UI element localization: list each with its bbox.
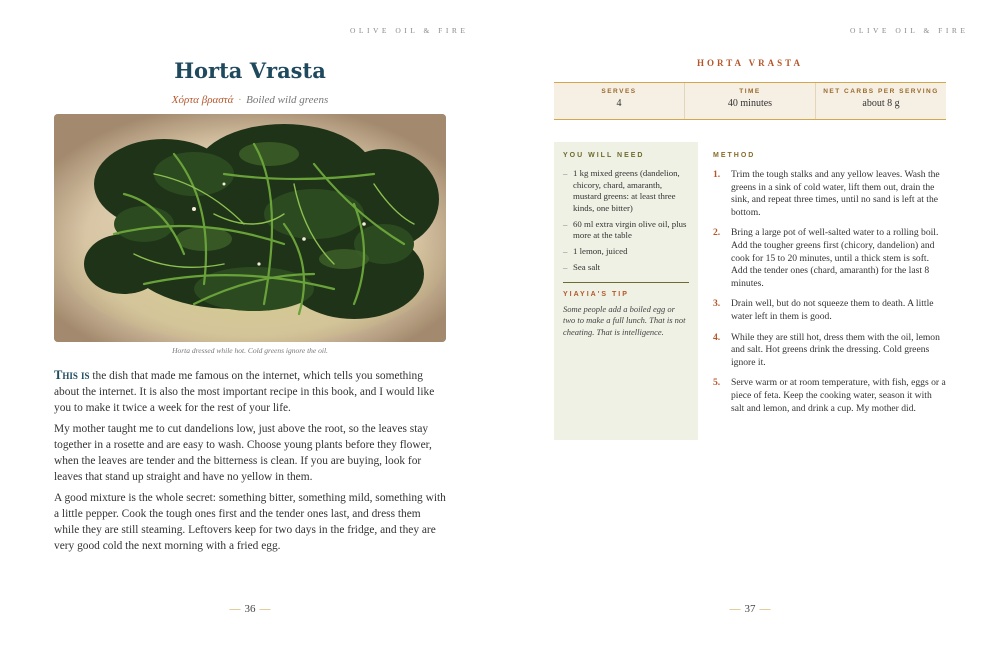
recipe-title: Horta Vrasta: [174, 58, 326, 83]
running-head: OLIVE OIL & FIRE: [350, 26, 469, 35]
recipe-stats-bar: [554, 82, 946, 120]
method-section: [713, 152, 947, 423]
stat-label: SERVES: [601, 88, 637, 95]
ingredients-list: [563, 168, 689, 274]
stat-serves: [554, 83, 685, 119]
running-head: OLIVE OIL & FIRE: [850, 26, 969, 35]
greens-photo: [54, 114, 446, 342]
page-number-left: [0, 603, 500, 615]
stat-value: 40 minutes: [727, 98, 773, 109]
subtitle-separator: ·: [238, 94, 242, 106]
page-number-value: 36: [244, 603, 256, 615]
ingredient-item: – Sea salt: [563, 262, 689, 274]
step-number: 4.: [713, 331, 721, 343]
stat-value: 4: [616, 98, 622, 109]
step-number: 3.: [713, 298, 721, 310]
step-text: Serve warm or at room temperature, with fish, eggs or a piece of feta. Keep the cooking water, season it with salt and lemon, and drink a cup. My mother did.: [731, 377, 946, 414]
page-number-dash: —: [759, 603, 771, 615]
recipe-card-title: HORTA VRASTA: [697, 58, 803, 68]
tip-divider: [563, 282, 689, 283]
greens-illustration: [54, 114, 446, 342]
stat-net-carbs: [816, 83, 946, 119]
stat-time: [685, 83, 816, 119]
method-steps: [713, 169, 947, 415]
page-number-dash: —: [229, 603, 241, 615]
step-text: Drain well, but do not squeeze them to death. A little water left in them is good.: [731, 298, 934, 322]
ingredient-item: – 60 ml extra virgin olive oil, plus more at the table: [563, 219, 689, 242]
greek-name: Χόρτα βραστά: [171, 94, 234, 106]
method-step: [713, 377, 947, 415]
ingredient-item: – 1 kg mixed greens (dandelion, chicory, chard, amaranth, mustard greens: at least three kinds, one bitter): [563, 168, 689, 214]
page-number-dash: —: [259, 603, 271, 615]
intro-paragraph-3: A good mixture is the whole secret: something bitter, something mild, something with a little pepper. Cook the tough ones first and the tender ones last, and dress them while they are still steaming. Leftovers keep for two days in the fridge, and they are very good cold the next morning with a fried egg.: [54, 492, 446, 552]
ingredients-sidebar: [554, 142, 698, 440]
page-number-dash: —: [729, 603, 741, 615]
step-number: 2.: [713, 227, 721, 239]
english-name: Boiled wild greens: [246, 94, 329, 106]
step-text: Trim the tough stalks and any yellow leaves. Wash the greens in a sink of cold water, lift them out, drain the sink, and repeat three times, until no sand is left at the bottom.: [731, 169, 940, 218]
method-step: [713, 227, 947, 290]
recipe-subtitle: [54, 94, 446, 106]
method-step: [713, 298, 947, 323]
step-text: Bring a large pot of well-salted water to a rolling boil. Add the tougher greens first (chicory, dandelion) and cook for 15 to 20 minutes, until a thick stem is soft. Add the tender ones (chard, amaranth) for the last 8 minutes.: [731, 227, 939, 289]
intro-paragraph-2: My mother taught me to cut dandelions low, just above the root, so the leaves stay together in a rosette and are easy to wash. Choose young plants before they flower, when the leaves are tender and the bitterness is clean. If you are buying, look for leaves that stand up straight and have no yellow in them.: [54, 423, 432, 483]
lead-in: This is: [54, 368, 90, 382]
right-page: [500, 0, 1000, 650]
step-number: 5.: [713, 377, 721, 389]
step-number: 1.: [713, 169, 721, 180]
page-number-right: [500, 603, 1000, 615]
stat-label: NET CARBS PER SERVING: [823, 88, 939, 95]
tip-heading: YIAYIA'S TIP: [563, 290, 629, 298]
method-step: [713, 169, 947, 219]
method-step: [713, 332, 947, 370]
tip-text: Some people add a boiled egg or two to make a full lunch. That is not cheating. That is intelligence.: [563, 303, 686, 337]
ingredient-item: – 1 lemon, juiced: [563, 246, 689, 258]
photo-caption: Horta dressed while hot. Cold greens ignore the oil.: [172, 346, 328, 355]
ingredients-heading: YOU WILL NEED: [563, 152, 645, 159]
paragraph-1-text: the dish that made me famous on the internet, which tells you something about the internet. It is also the most important recipe in this book, and I would like you to make it twice a week for the rest of your life.: [54, 370, 435, 414]
stat-label: TIME: [739, 88, 761, 95]
intro-paragraph-1: [54, 367, 446, 416]
stat-value: about 8 g: [862, 98, 900, 109]
step-text: While they are still hot, dress them with the oil, lemon and salt. Hot greens drink the dressing. Cold greens ignore it.: [731, 331, 940, 368]
page-number-value: 37: [744, 603, 756, 615]
method-heading: METHOD: [713, 152, 756, 159]
